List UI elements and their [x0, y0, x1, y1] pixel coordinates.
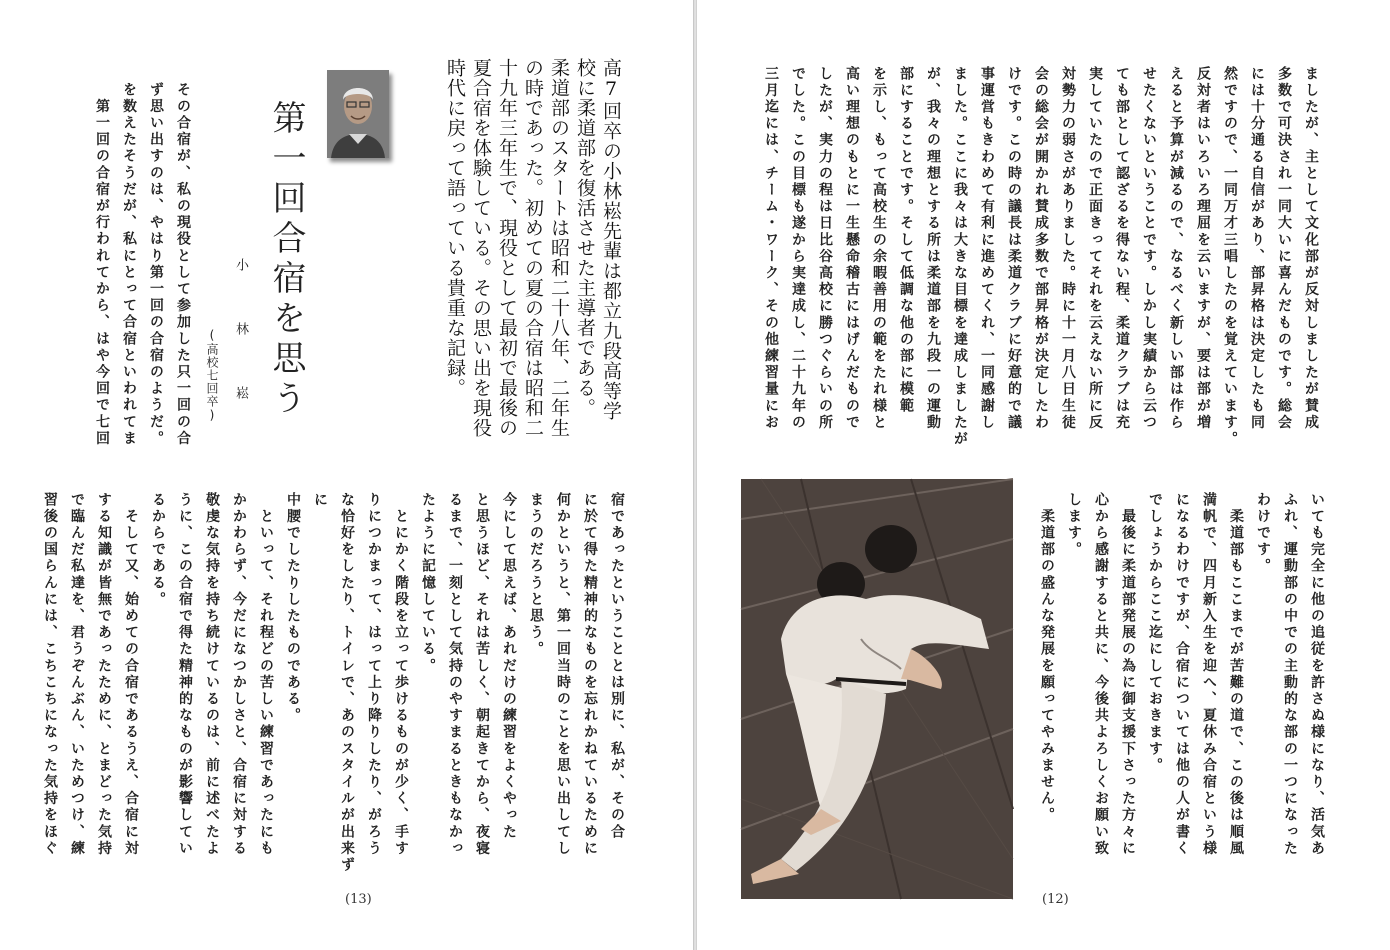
author-name: 小 林 崧: [233, 258, 248, 417]
author-class-note: (高校七回卒): [205, 328, 219, 423]
author-portrait: [327, 70, 389, 158]
page-number-left: (13): [345, 892, 372, 907]
intro-text: 高7回卒の小林崧先輩は都立九段高等学 校に柔道部を復活させた主導者である。 柔道部のスタートは昭和二十八年、二年生 の時であった。初めての夏の合宿は昭和二 十九年三年生で、現役として最初で最後の 夏合宿を体験している。その思い出を現役 時代に戻って語っている貴重な記録。: [444, 58, 622, 438]
body-text-top-left: その合宿が、私の現役として参加した只一回の合 ず思い出すのは、やはり第一回の合宿のようだ。 を数えたそうだが、私にとって合宿といわれてま 第一回の合宿が行われてから、はや今回で七回: [94, 82, 191, 448]
body-text-bottom-left: 宿であったということとは別に、私が、その合 に於て得た精神的なものを忘れかねているために 何かというと、第一回当時のことを思い出してし まうのだろうと思う。 今にして思えば、あれだけの練習をよくやった と思うほど、それは苦しく、朝起きてから、夜寝 るまで、一刻として気持のやすまるときもなかっ たように記憶している。 とにかく階段を立って歩けるものが少く、手す りにつかまって、はって上り降りしたり、がろう な恰好をしたり、トイレで、あのスタイルが出来ずに 中腰でしたりしたものである。 といって、それ程どの苦しい練習であったにも かかわらず、今だになつかしさと、合宿に対する 敬虔な気持を持ち続けているのは、前に述べたよ うに、この合宿で得た精神的なものが影響してい るからである。 そして又、始めての合宿であるうえ、合宿に対 する知識が皆無であったために、とまどった気持 で臨んだ私達を、君うぞんぶん、いためつけ、練 習後の国らんには、こちこちになった気持をほぐ: [42, 492, 625, 874]
left-page: [0, 0, 693, 950]
body-text-bottom-right: いても完全に他の追従を許さぬ様になり、活気あ ふれ、運動部の中での主動的な部の一つになった わけです。 柔道部もここまでが苦難の道で、この後は順風 満帆で、四月新入生を迎へ、夏休み合宿という様 になるわけですが、合宿については他の人が書く でしょうからここ迄にしておきます。 最後に柔道部発展の為に御支援下さった方々に 心から感謝すると共に、今後共よろしくお願い致 します。 柔道部の盛んな発展を願ってやみません。: [1039, 492, 1325, 858]
page-number-right: (12): [1042, 892, 1069, 907]
judo-grappling-photo: [741, 479, 1013, 899]
portrait-illustration: [327, 70, 389, 158]
body-text-top-right: ましたが、主として文化部が反対しましたが賛成 多数で可決され一同大いに喜んだものです。総会 には十分通る自信があり、部昇格は決定したも同 然ですので、一同万才三唱したのを覚えています。 反対者はいろいろ理屈を云いますが、要は部が増 えると予算が減るので、なるべく新しい部は作ら せたくないということです。しかし実績から云つ ても部として認ざるを得ない程、柔道クラブは充 実していたので正面きってそれを云えない所に反 対勢力の弱さがありました。時に十一月八日生徒 会の総会が開かれ賛成多数で部昇格が決定したわ けです。この時の議長は柔道クラブに好意的で議 事運営もきわめて有利に進めてくれ、一同感謝し ました。ここに我々は大きな目標を達成しましたが が、我々の理想とする所は柔道部を九段一の運動 部にすることです。そして低調な他の部に模範 を示し、もって高校生の余暇善用の範をたれ様と 高い理想のもとに一生懸命稽古にはげんだもので したが、実力の程は日比谷高校に勝つぐらいの所 でした。この目標も遂から実達成し、二十九年の 三月迄には、チーム・ワーク、その他練習量にお: [763, 66, 1319, 448]
judo-photo: [741, 479, 1013, 899]
article-title: 第一回合宿を思う: [266, 100, 306, 420]
